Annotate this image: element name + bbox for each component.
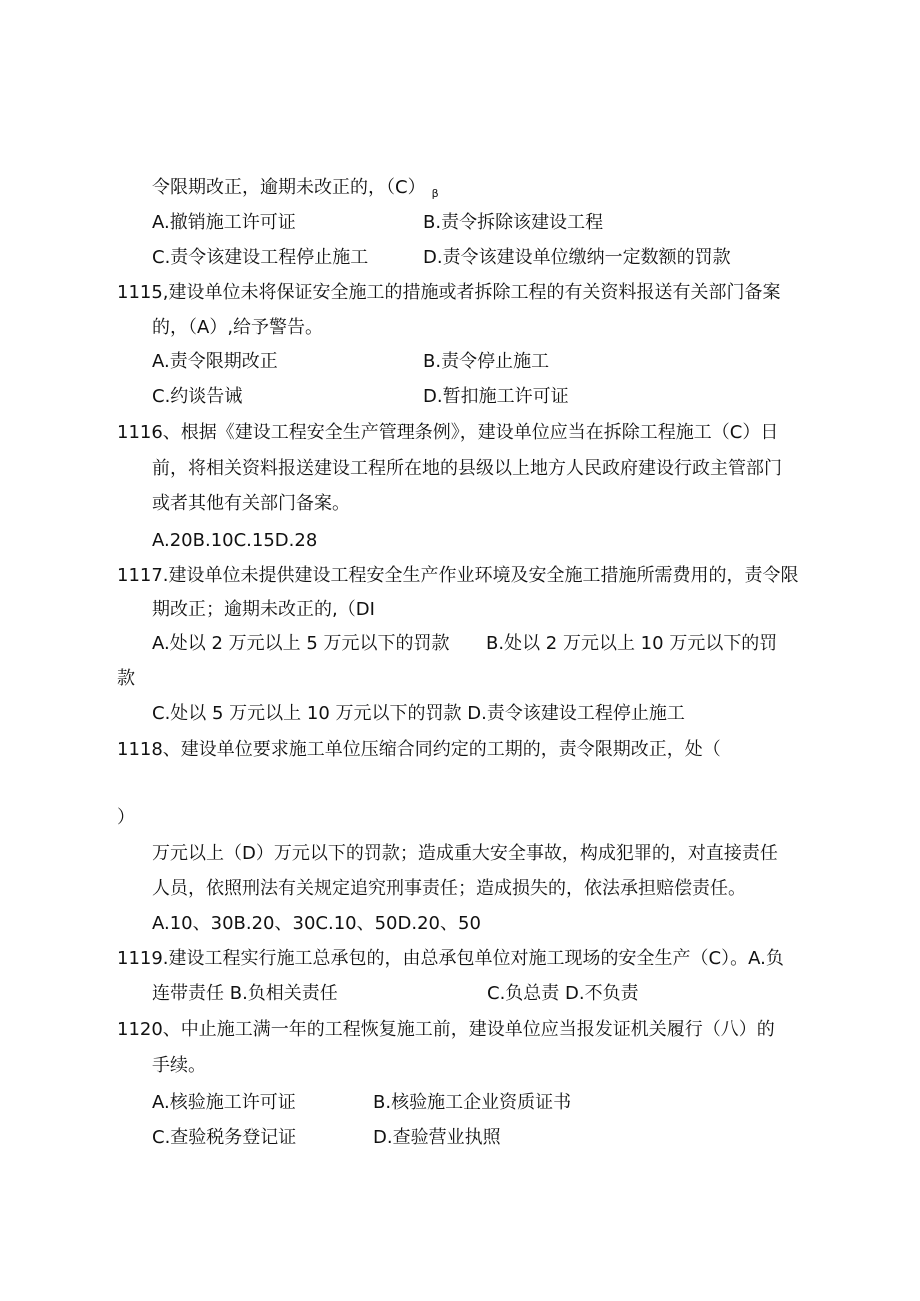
options-1119-ab: 连带责任 B.负相关责任	[152, 983, 338, 1004]
option-a: A.核验施工许可证	[152, 1092, 296, 1113]
text-line	[152, 176, 439, 206]
option-b-cont: 款	[117, 668, 135, 689]
option-b: B.处以 2 万元以上 10 万元以下的罚	[486, 633, 778, 654]
question-1116: 1116、根据《建设工程安全生产管理条例》，建设单位应当在拆除工程施工（C）日	[117, 422, 779, 443]
stray-mark: β	[431, 187, 439, 200]
option-c: C.约谈告诫	[152, 386, 243, 407]
question-1117-cont: 期改正；逾期未改正的,（DI	[152, 599, 375, 620]
question-1119: 1119.建设工程实行施工总承包的，由总承包单位对施工现场的安全生产（C）。A.负	[117, 948, 784, 969]
option-b: B.责令拆除该建设工程	[423, 212, 604, 233]
option-b: B.核验施工企业资质证书	[373, 1092, 572, 1113]
option-c: C.查验税务登记证	[152, 1127, 297, 1148]
option-a: A.处以 2 万元以上 5 万元以下的罚款	[152, 633, 450, 654]
question-1118-cont: 人员，依照刑法有关规定追究刑事责任；造成损失的，依法承担赔偿责任。	[152, 878, 746, 899]
options-1119-cd: C.负总责 D.不负责	[487, 983, 639, 1004]
option-a: A.责令限期改正	[152, 351, 278, 372]
option-c: C.责令该建设工程停止施工	[152, 247, 369, 268]
options-1116: A.20B.10C.15D.28	[152, 530, 318, 551]
question-fragment: 令限期改正，逾期未改正的，（C）	[152, 177, 426, 198]
question-1117: 1117.建设单位未提供建设工程安全生产作业环境及安全施工措施所需费用的，责令限	[117, 565, 799, 586]
options-1117-cd: C.处以 5 万元以上 10 万元以下的罚款 D.责令该建设工程停止施工	[152, 703, 685, 724]
question-1118-cont: 万元以上（D）万元以下的罚款；造成重大安全事故，构成犯罪的，对直接责任	[152, 843, 778, 864]
option-a: A.撤销施工许可证	[152, 212, 296, 233]
question-1120-cont: 手续。	[152, 1055, 206, 1076]
option-b: B.责令停止施工	[423, 351, 550, 372]
option-d: D.查验营业执照	[373, 1127, 501, 1148]
question-1120: 1120、中止施工满一年的工程恢复施工前，建设单位应当报发证机关履行（八）的	[117, 1019, 775, 1040]
question-1118: 1118、建设单位要求施工单位压缩合同约定的工期的，责令限期改正，处（	[117, 739, 721, 760]
question-1115: 1115,建设单位未将保证安全施工的措施或者拆除工程的有关资料报送有关部门备案	[117, 282, 781, 303]
option-d: D.暂扣施工许可证	[423, 386, 569, 407]
option-d: D.责令该建设单位缴纳一定数额的罚款	[423, 247, 731, 268]
options-1118: A.10、30B.20、30C.10、50D.20、50	[152, 913, 481, 934]
question-1118-paren: ）	[117, 807, 135, 828]
question-1115-cont: 的，（A）,给予警告。	[152, 317, 324, 338]
question-1116-cont: 前，将相关资料报送建设工程所在地的县级以上地方人民政府建设行政主管部门	[152, 458, 782, 479]
question-1116-cont: 或者其他有关部门备案。	[152, 493, 350, 514]
